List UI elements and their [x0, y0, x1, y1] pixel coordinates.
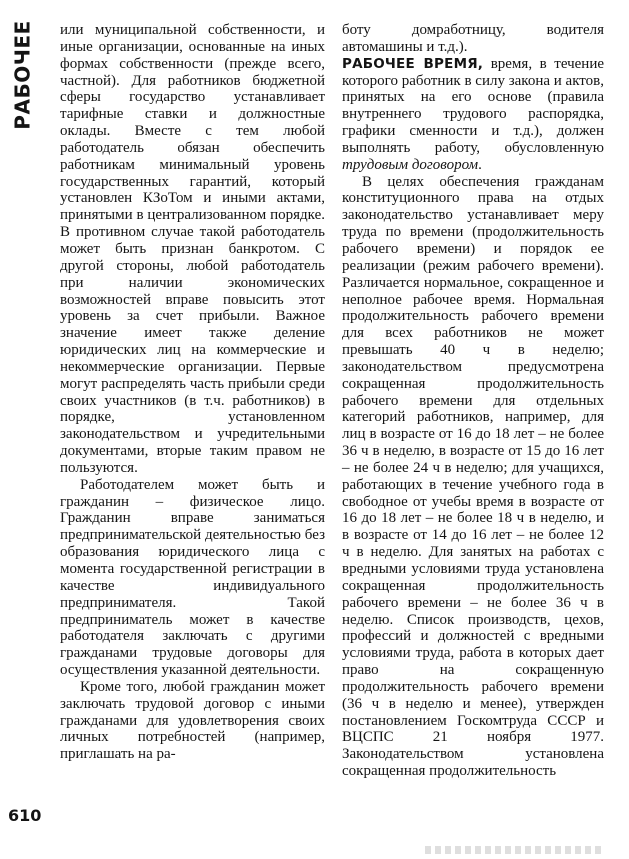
running-head-text: РАБОЧЕЕ [11, 20, 35, 130]
left-column [60, 22, 325, 763]
running-head [6, 20, 40, 130]
footer-scan-artifact [425, 846, 605, 854]
left-paragraph-citizen-employer: Работодателем может быть и гражданин – физическое лицо. Гражданин вправе заниматься предпринимательской деятельностью без образования юридического лица с момента государственной регистрации в качестве индивидуального предпринимателя. Такой предприниматель может в качестве работодателя заключать с другими гражданами трудовые договоры для осуществления указанной деятельности. [60, 476, 325, 679]
page-number: 610 [8, 806, 42, 825]
entry-term: РАБОЧЕЕ ВРЕМЯ, [342, 55, 484, 72]
right-paragraph-continuation: боту домработницу, водителя автомашины и т.д.). [342, 22, 604, 55]
left-paragraph-personal-needs: Кроме того, любой гражданин может заключать трудовой договор с иными гражданами для удовлетворения своих личных потребностей (например, приглашать на ра- [60, 678, 325, 763]
entry-cross-reference: трудовым договором [342, 156, 479, 173]
right-column [342, 22, 604, 780]
entry-definition: время, в течение которого работник в силу закона и актов, принятых на его основе (правила внутреннего трудового распорядка, графики сменности и т.д.), должен выполнять работу, обусловленную [342, 55, 605, 156]
entry-end: . [478, 156, 482, 173]
dictionary-entry [342, 56, 604, 174]
right-paragraph-working-time: В целях обеспечения гражданам конституционного права на отдых законодательство устанавливает меру труда по времени (продолжительность рабочего времени) и порядок ее реализации (режим рабочего времени). Различается нормальное, сокращенное и неполное рабочее время. Нормальная продолжительность рабочего времени для всех работников не может превышать 40 ч в неделю; законодательством предусмотрена сокращенная продолжительность рабочего времени для отдельных категорий работников, например, для лиц в возрасте от 16 до 18 лет – не более 36 ч в неделю, в возрасте от 15 до 16 лет – не более 24 ч в неделю; для учащихся, работающих в течение учебного года в свободное от учебы время в возрасте от 16 до 18 лет – не более 18 ч в неделю, и в возрасте от 14 до 16 лет – не более 12 ч в неделю. Для занятых на работах с вредными условиями труда установлена сокращенная продолжительность рабочего времени – не более 36 ч в неделю. Список производств, цехов, профессий и должностей с вредными условиями труда, работа в которых дает право на сокращенную продолжительность рабочего времени (36 ч в неделю и менее), утвержден постановлением Госкомтруда СССР и ВЦСПС 21 ноября 1977. Законодательством установлена сокращенная продолжительность [342, 173, 604, 780]
left-paragraph-continuation: или муниципальной собственности, и иные организации, основанные на иных формах собственности (прежде всего, частной). Для работников бюджетной сферы государство устанавливает тарифные ставки и должностные оклады. Вместе с тем любой работодатель обязан обеспечить работникам минимальный уровень государственных гарантий, который установлен КЗоТом и иными актами, принятыми в централизованном порядке. В противном случае такой работодатель может быть признан банкротом. С другой стороны, любой работодатель при наличии экономических возможностей вправе повысить этот уровень за счет прибыли. Важное значение имеет также деление юридических лиц на коммерческие и некоммерческие организации. Первые могут распределять часть прибыли среди своих участников (в т.ч. работников) в порядке, установленном законодательством и учредительными документами, вторые таким правом не пользуются. [60, 22, 325, 476]
